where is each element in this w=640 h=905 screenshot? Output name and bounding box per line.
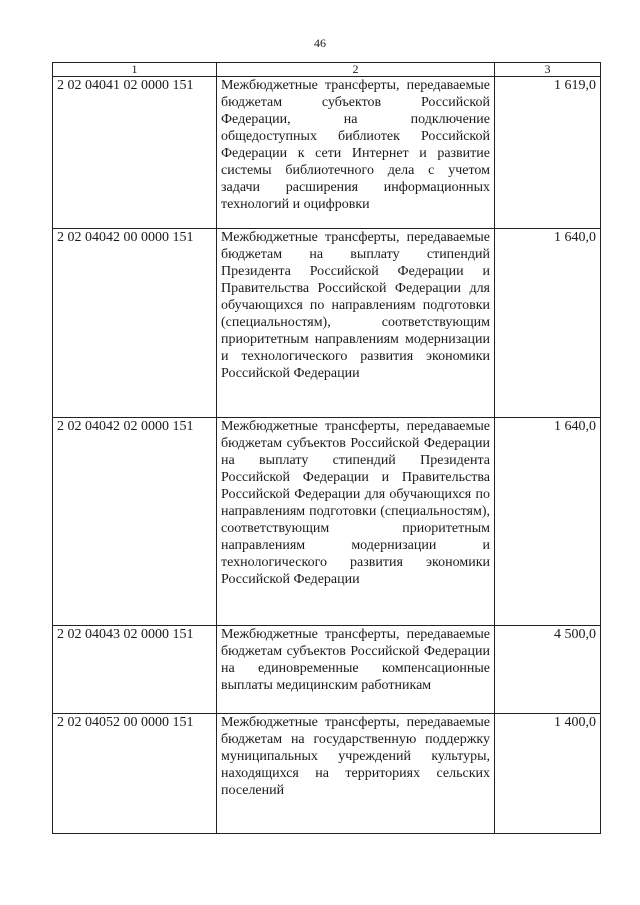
budget-description: Межбюджетные трансферты, передаваемые бюджетам субъектов Российской Федерации на единовременные компенсационные выплаты медицинским работникам bbox=[217, 626, 495, 714]
table-row bbox=[53, 626, 601, 714]
budget-description: Межбюджетные трансферты, передаваемые бюджетам на государственную поддержку муниципальных учреждений культуры, находящихся на территориях сельских поселений bbox=[217, 714, 495, 834]
budget-table bbox=[52, 62, 601, 834]
budget-description: Межбюджетные трансферты, передаваемые бюджетам на выплату стипендий Президента Российской Федерации и Правительства Российской Федерации для обучающихся по направлениям подготовки (специальностям), соответствующим приоритетным направлениям модернизации и технологического развития экономики Российской Федерации bbox=[217, 229, 495, 418]
budget-amount: 1 400,0 bbox=[495, 714, 601, 834]
table-row bbox=[53, 714, 601, 834]
budget-code: 2 02 04052 00 0000 151 bbox=[53, 714, 217, 834]
page-number: 46 bbox=[314, 36, 326, 50]
budget-amount: 1 619,0 bbox=[495, 77, 601, 229]
header-col-1: 1 bbox=[53, 63, 217, 77]
budget-code: 2 02 04041 02 0000 151 bbox=[53, 77, 217, 229]
table-row bbox=[53, 418, 601, 626]
header-col-2: 2 bbox=[217, 63, 495, 77]
table-row bbox=[53, 77, 601, 229]
header-col-3: 3 bbox=[495, 63, 601, 77]
budget-code: 2 02 04042 02 0000 151 bbox=[53, 418, 217, 626]
budget-code: 2 02 04043 02 0000 151 bbox=[53, 626, 217, 714]
table-row bbox=[53, 229, 601, 418]
budget-description: Межбюджетные трансферты, передаваемые бюджетам субъектов Российской Федерации на выплату стипендий Президента Российской Федерации и Правительства Российской Федерации для обучающихся по направлениям подготовки (специальностям), соответствующим приоритетным направлениям модернизации и технологического развития экономики Российской Федерации bbox=[217, 418, 495, 626]
budget-amount: 1 640,0 bbox=[495, 418, 601, 626]
budget-code: 2 02 04042 00 0000 151 bbox=[53, 229, 217, 418]
budget-amount: 4 500,0 bbox=[495, 626, 601, 714]
table-header-row bbox=[53, 63, 601, 77]
budget-amount: 1 640,0 bbox=[495, 229, 601, 418]
budget-description: Межбюджетные трансферты, передаваемые бюджетам субъектов Российской Федерации, на подключение общедоступных библиотек Российской Федерации к сети Интернет и развитие системы библиотечного дела с учетом задачи расширения информационных технологий и оцифровки bbox=[217, 77, 495, 229]
